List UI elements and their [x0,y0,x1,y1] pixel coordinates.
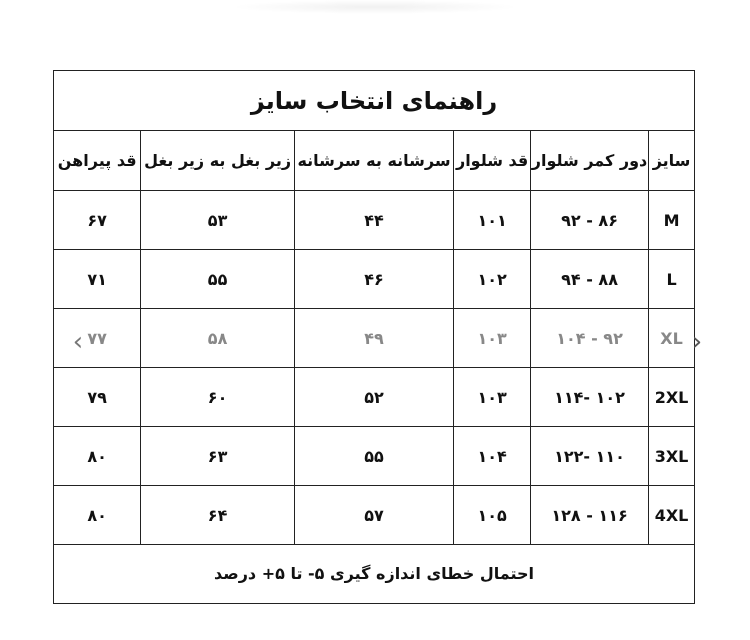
cell-shirt-length: ۸۰ [54,427,141,486]
cell-inseam: ۱۰۱ [454,191,531,250]
cell-inseam: ۱۰۵ [454,486,531,545]
header-inseam: قد شلوار [454,131,531,191]
header-armpit: زیر بغل به زیر بغل [141,131,294,191]
table-row [54,368,694,427]
cell-inseam: ۱۰۲ [454,250,531,309]
chart-title: راهنمای انتخاب سایز [54,71,694,131]
cell-waist: ۱۱۰ -۱۲۲ [530,427,648,486]
header-shoulder: سرشانه به سرشانه [294,131,453,191]
cell-size: 2XL [649,368,694,427]
cell-armpit: ۵۳ [141,191,294,250]
cell-armpit: ۵۵ [141,250,294,309]
cell-waist: ۱۰۲ -۱۱۴ [530,368,648,427]
header-row [54,131,694,191]
cell-shoulder: ۴۹ [294,309,453,368]
cell-size: L [649,250,694,309]
cell-armpit: ۶۳ [141,427,294,486]
cell-shoulder: ۵۲ [294,368,453,427]
top-shadow [230,0,520,14]
cell-waist: ۹۲ - ۱۰۴ [530,309,648,368]
cell-waist: ۸۸ - ۹۴ [530,250,648,309]
cell-size: XL [649,309,694,368]
size-table [54,131,694,545]
cell-shirt-length: ۸۰ [54,486,141,545]
cell-inseam: ۱۰۳ [454,309,531,368]
cell-shirt-length: ۶۷ [54,191,141,250]
cell-shoulder: ۴۶ [294,250,453,309]
table-row [54,309,694,368]
cell-shoulder: ۵۵ [294,427,453,486]
cell-shirt-length: ۷۹ [54,368,141,427]
header-shirt-length: قد پیراهن [54,131,141,191]
header-size: سایز [649,131,694,191]
header-waist: دور کمر شلوار [530,131,648,191]
size-guide-chart [53,70,695,604]
previous-image-arrow-icon[interactable]: ‹ [72,327,84,357]
cell-armpit: ۵۸ [141,309,294,368]
cell-waist: ۸۶ - ۹۲ [530,191,648,250]
cell-shirt-length: ۷۷ [54,309,141,368]
cell-armpit: ۶۰ [141,368,294,427]
table-row [54,427,694,486]
table-row [54,191,694,250]
cell-inseam: ۱۰۳ [454,368,531,427]
cell-shoulder: ۵۷ [294,486,453,545]
table-row [54,250,694,309]
cell-inseam: ۱۰۴ [454,427,531,486]
cell-armpit: ۶۴ [141,486,294,545]
cell-shoulder: ۴۴ [294,191,453,250]
cell-size: 4XL [649,486,694,545]
table-row [54,486,694,545]
cell-size: 3XL [649,427,694,486]
next-image-arrow-icon[interactable]: › [691,327,703,357]
measurement-error-note: احتمال خطای اندازه گیری ۵- تا ۵+ درصد [214,564,534,583]
cell-size: M [649,191,694,250]
cell-shirt-length: ۷۱ [54,250,141,309]
cell-waist: ۱۱۶ - ۱۲۸ [530,486,648,545]
